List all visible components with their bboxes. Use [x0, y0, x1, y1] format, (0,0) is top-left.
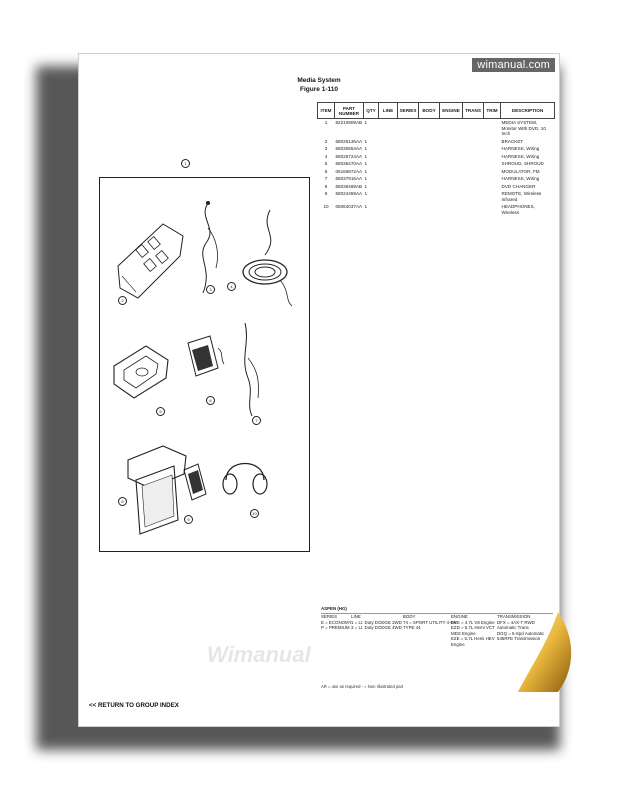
cell-qty: 1 [364, 183, 368, 189]
table-row [318, 138, 555, 146]
table-row [318, 119, 555, 138]
cell-item: 3 [324, 146, 328, 151]
callout-9: 9 [184, 515, 193, 524]
legend-series: SERIES E = ECONOMY P = PREMIUM [321, 614, 352, 630]
cell-part: 68036469AB [335, 183, 363, 189]
cell-desc: REMOTE, Wireless Infrared [501, 191, 542, 202]
cell-desc: DVD CHANGER [501, 183, 536, 189]
table-row [318, 160, 555, 168]
cell-part: 68024459AA [335, 191, 363, 196]
return-to-group-index-link[interactable]: << RETURN TO GROUP INDEX [89, 702, 179, 709]
legend-engine: ENGINE EVE = 4.7L V8 Engine EZD = 5.7L Hemi VCT MDS Engine EZE = 5.7L Hemi HEV Engine [451, 614, 495, 647]
parts-illustration [99, 161, 310, 552]
cell-part: 68026724AA [335, 153, 363, 159]
col-trans: TRANS [463, 103, 484, 119]
headphones-illustration [218, 450, 273, 505]
cell-part: 05064037AA [335, 204, 363, 209]
col-line: LINE [379, 103, 398, 119]
col-description: DESCRIPTION [501, 103, 555, 119]
callout-10: 10 [250, 509, 259, 518]
table-row [318, 145, 555, 153]
modulator-illustration [178, 328, 228, 388]
legend-note: AR = use as required - = Non Illustrated part [321, 684, 404, 689]
col-engine: ENGINE [440, 103, 463, 119]
cell-item: 5 [324, 161, 328, 166]
callout-4: 4 [227, 282, 236, 291]
cell-item: 4 [324, 153, 328, 159]
cell-item: 7 [324, 176, 328, 181]
col-body: BODY [419, 103, 440, 119]
cell-part: 68036470AA [335, 161, 363, 166]
table-header-row [318, 103, 555, 119]
cell-item: 10 [323, 204, 329, 209]
callout-8: 8 [118, 497, 127, 506]
remote-illustration [180, 460, 210, 505]
col-part-number: PART NUMBER [335, 103, 364, 119]
callout-5: 5 [156, 407, 165, 416]
cell-desc: BRACKET [501, 138, 524, 144]
col-item: ITEM [318, 103, 335, 119]
site-watermark: wimanual.com [472, 58, 555, 72]
table-row [318, 153, 555, 161]
table-row [318, 175, 555, 183]
table-row [318, 168, 555, 176]
cell-item: 9 [324, 191, 328, 196]
cell-qty: 1 [364, 161, 368, 166]
cell-qty: 1 [364, 138, 368, 144]
cell-desc: HARNESS, Wiring [501, 176, 540, 181]
callout-7: 7 [252, 416, 261, 425]
bracket-illustration [108, 206, 188, 306]
col-series: SERIES [398, 103, 419, 119]
harness-coil-illustration [230, 200, 305, 310]
section-title: Media System [297, 77, 341, 84]
table-row [318, 203, 555, 216]
shroud-illustration [106, 336, 176, 406]
cell-desc: MEDIA SYSTEM, Monitor With DVD, 10 Inch [501, 120, 546, 136]
col-qty: QTY [364, 103, 379, 119]
cell-part: 68026136AA [335, 138, 363, 144]
cell-qty: 1 [364, 176, 368, 181]
legend-model: ASPEN (HG) [321, 606, 347, 611]
callout-6: 6 [206, 396, 215, 405]
cell-desc: MODULATOR, FM [501, 168, 540, 174]
legend-body: BODY 74 = SPORT UTILITY 4-DR TYPE 44 [403, 614, 457, 630]
cell-item: 1 [324, 120, 328, 125]
cell-part: 05166872AA [335, 168, 363, 174]
cell-desc: SHROUD, SHROUD [501, 161, 544, 166]
table-row [318, 183, 555, 191]
cell-item: 2 [324, 138, 328, 144]
cell-qty: 1 [364, 204, 368, 209]
table-row [318, 190, 555, 203]
callout-1: 1 [181, 159, 190, 168]
manual-page [78, 53, 560, 727]
parts-table [317, 102, 555, 216]
cell-qty: 1 [364, 146, 368, 151]
page-curl-icon [518, 612, 578, 692]
cell-desc: HARNESS, Wiring [501, 146, 540, 151]
page-title [79, 76, 559, 94]
callout-2: 2 [118, 296, 127, 305]
cell-qty: 1 [364, 120, 368, 125]
callout-3: 3 [206, 285, 215, 294]
cell-item: 6 [324, 168, 328, 174]
cell-part: 68030654AA [335, 146, 363, 151]
cell-qty: 1 [364, 191, 368, 196]
figure-number: Figure 1-110 [300, 86, 338, 93]
legend-transmission: TRANSMISSION DFX = 4AX-T RWD Automatic Trans DGQ = 5-Spd Automatic 545RFE Transmission [497, 614, 545, 641]
cell-part: 68037916AA [335, 176, 363, 181]
cell-qty: 1 [364, 168, 368, 174]
cell-qty: 1 [364, 153, 368, 159]
cell-part: 82210909AB [335, 120, 363, 125]
harness-illustration-a [188, 198, 228, 298]
cell-item: 8 [324, 183, 328, 189]
cell-desc: HEADPHONES, Wireless [501, 204, 535, 215]
harness-illustration-b [230, 318, 270, 418]
center-watermark: Wimanual [207, 642, 311, 667]
legend-line: LINE 1 = Lt. Duty DODGE 2WD 3 = Lt. Duty DODGE 4WD [351, 614, 402, 630]
col-trim: TRIM [484, 103, 501, 119]
cell-desc: HARNESS, Wiring [501, 153, 540, 159]
